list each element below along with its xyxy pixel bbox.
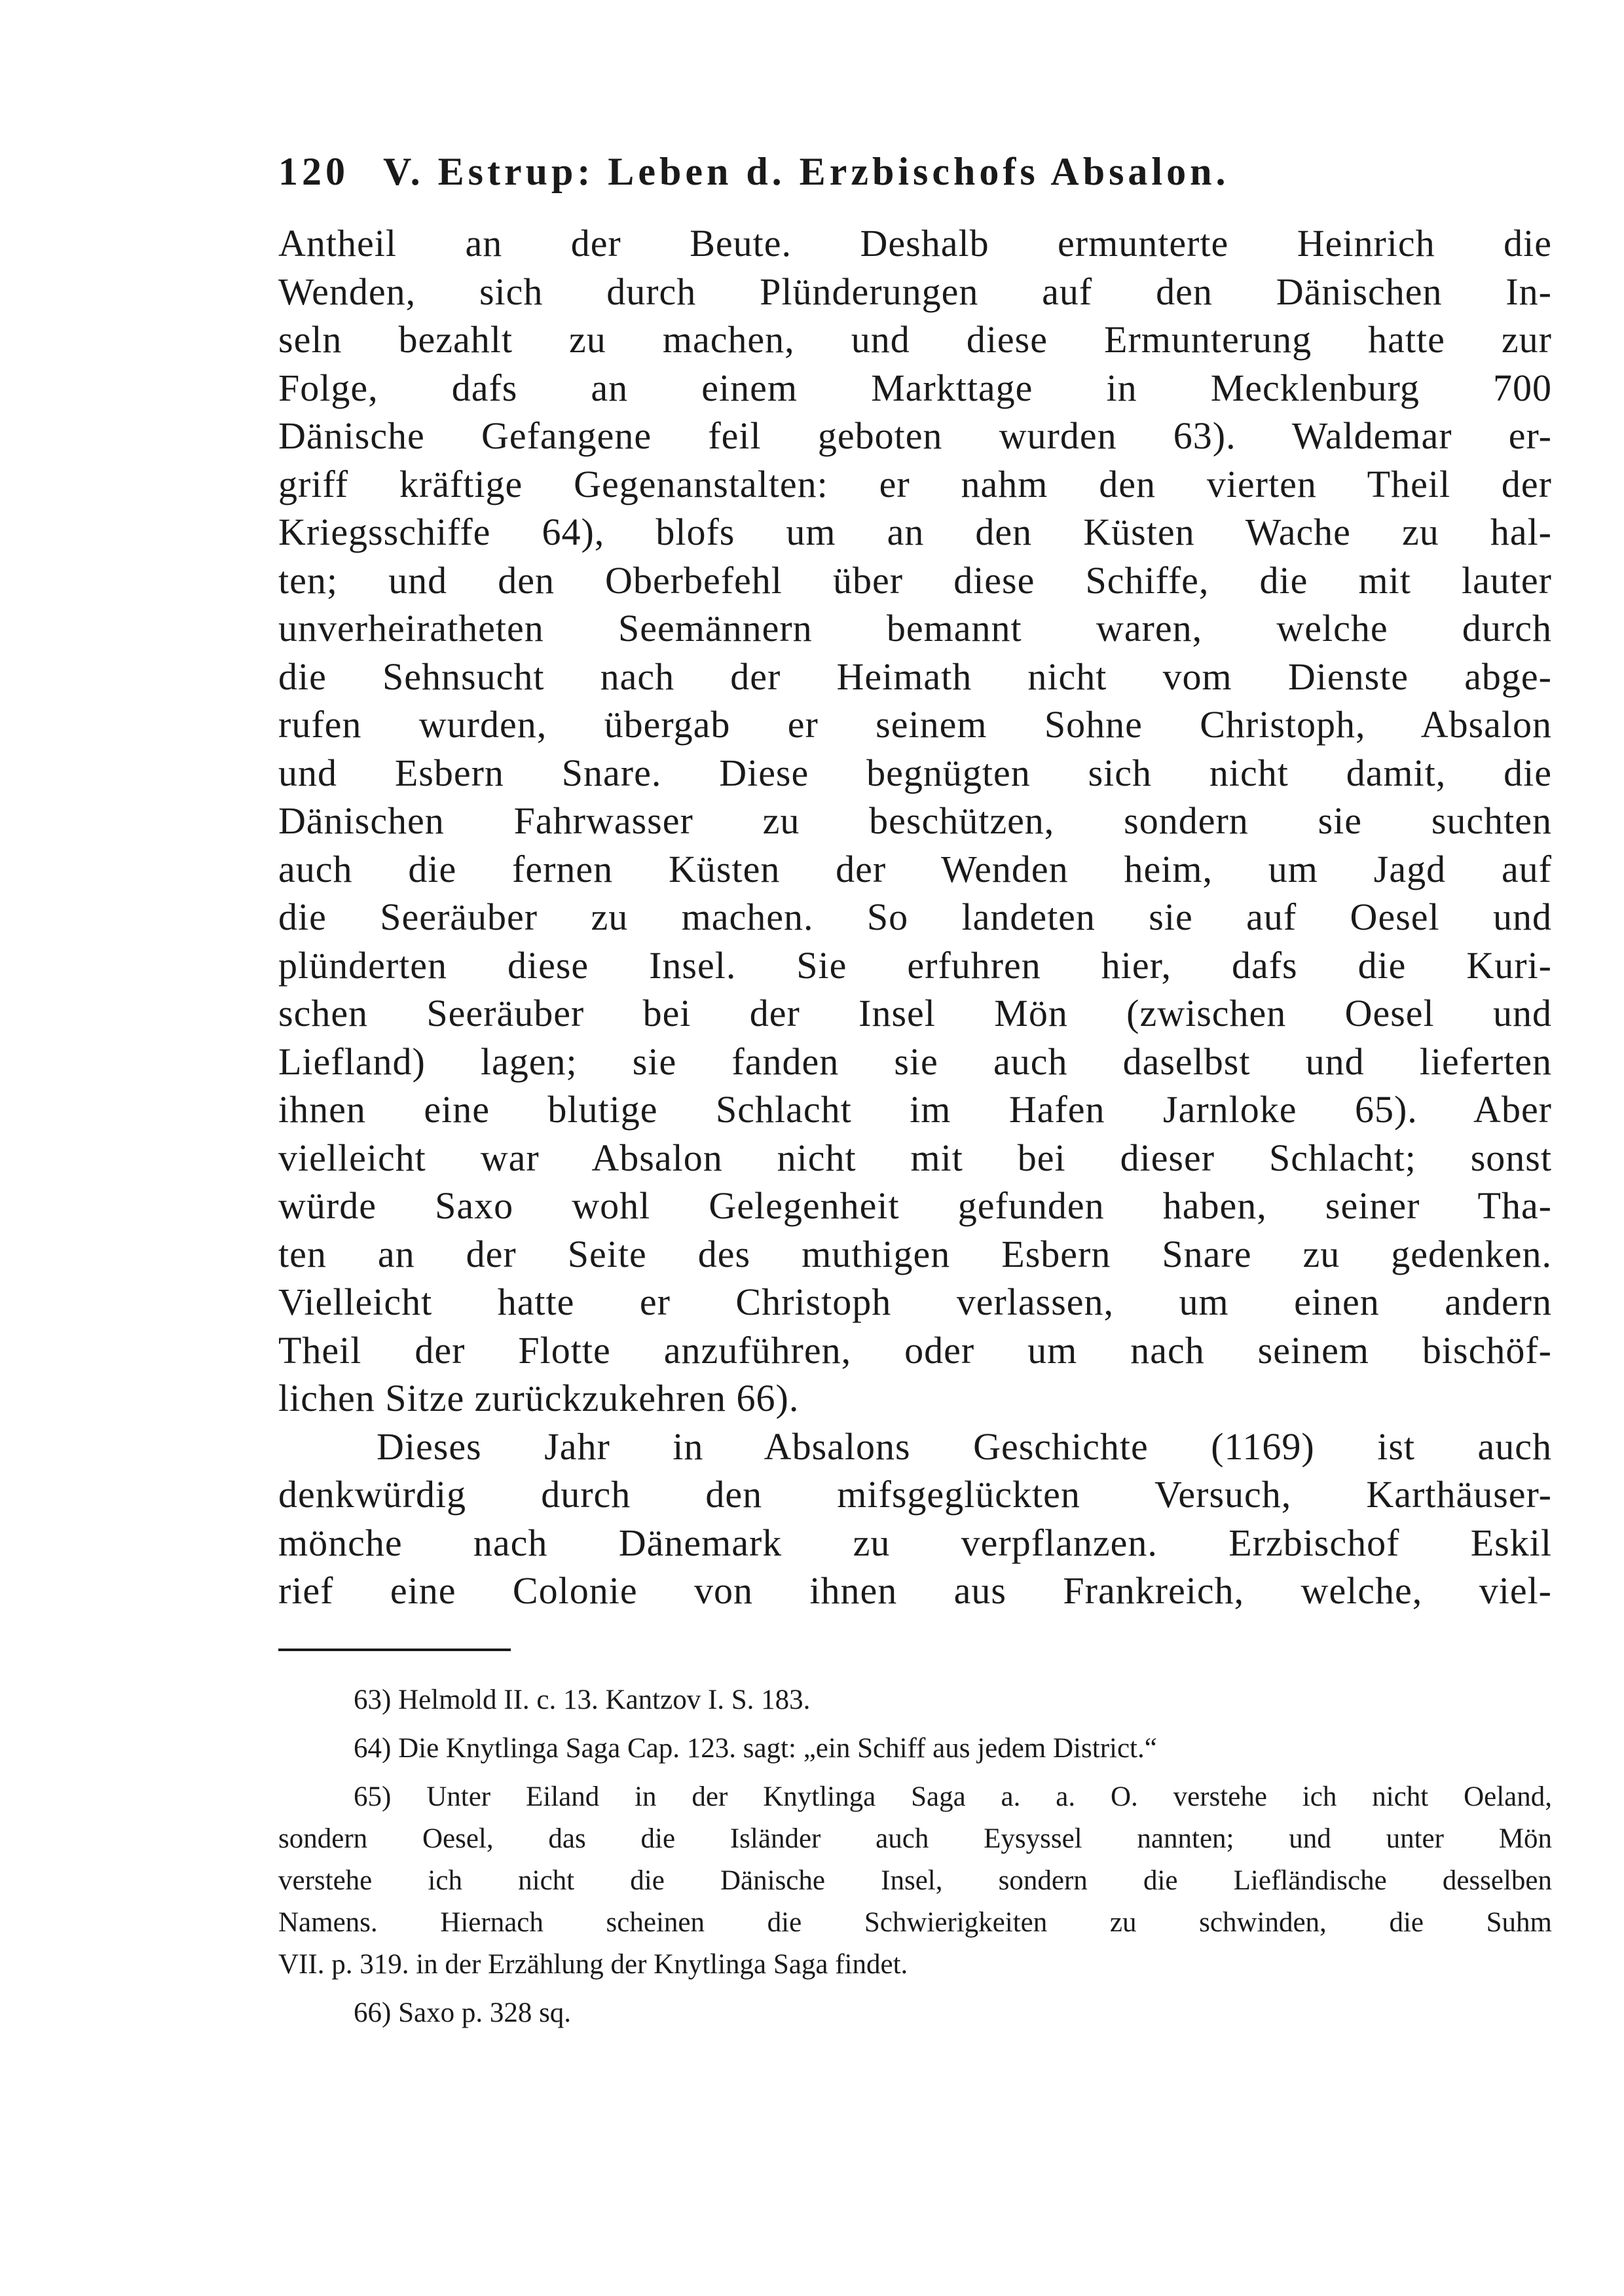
footnote-64: 64) Die Knytlinga Saga Cap. 123. sagt: „ein Schiff aus jedem District.“ xyxy=(354,1733,1157,1764)
running-title: V. Estrup: Leben d. Erzbischofs Absalon. xyxy=(383,150,1230,193)
text-line: die Seeräuber zu machen. So landeten sie auf Oesel und xyxy=(278,896,1552,938)
text-line: rufen wurden, übergab er seinem Sohne Christoph, Absalon xyxy=(278,703,1552,746)
text-line: lichen Sitze zurückzukehren 66). xyxy=(278,1377,800,1419)
text-line: Theil der Flotte anzuführen, oder um nach seinem bischöf- xyxy=(278,1328,1552,1372)
text-line: ten an der Seite des muthigen Esbern Snare zu gedenken. xyxy=(278,1232,1552,1275)
footnote-65-line: Namens. Hiernach scheinen die Schwierigkeiten zu schwinden, die Suhm xyxy=(278,1907,1552,1938)
text-line: Wenden, sich durch Plünderungen auf den Dänischen In- xyxy=(278,270,1552,313)
text-line: würde Saxo wohl Gelegenheit gefunden haben, seiner Tha- xyxy=(278,1184,1552,1227)
body-text xyxy=(278,219,1552,1615)
text-line: Dänische Gefangene feil geboten wurden 63). Waldemar er- xyxy=(278,414,1552,457)
footnote-63: 63) Helmold II. c. 13. Kantzov I. S. 183. xyxy=(354,1685,811,1715)
text-line: Dänischen Fahrwasser zu beschützen, sondern sie suchten xyxy=(278,799,1552,842)
text-line: Dieses Jahr in Absalons Geschichte (1169) ist auch xyxy=(377,1425,1552,1468)
text-line: ten; und den Oberbefehl über diese Schiffe, die mit lauter xyxy=(278,558,1552,602)
footnote-65: 65) Unter Eiland in der Knytlinga Saga a. a. O. verstehe ich nicht Oeland, xyxy=(354,1781,1552,1812)
text-line: schen Seeräuber bei der Insel Mön (zwischen Oesel und xyxy=(278,992,1552,1034)
text-line: ihnen eine blutige Schlacht im Hafen Jarnloke 65). Aber xyxy=(278,1088,1552,1131)
text-line: griff kräftige Gegenanstalten: er nahm den vierten Theil der xyxy=(278,462,1552,505)
text-line: Liefland) lagen; sie fanden sie auch daselbst und lieferten xyxy=(278,1040,1552,1083)
text-line: unverheiratheten Seemännern bemannt waren, welche durch xyxy=(278,607,1552,649)
text-line: Folge, dafs an einem Markttage in Mecklenburg 700 xyxy=(278,366,1552,409)
text-line: seln bezahlt zu machen, und diese Ermunterung hatte zur xyxy=(278,318,1552,361)
text-line: die Sehnsucht nach der Heimath nicht vom Dienste abge- xyxy=(278,655,1552,698)
footnote-66: 66) Saxo p. 328 sq. xyxy=(354,1997,572,2028)
text-line: plünderten diese Insel. Sie erfuhren hier, dafs die Kuri- xyxy=(278,943,1552,987)
text-line: vielleicht war Absalon nicht mit bei dieser Schlacht; sonst xyxy=(278,1136,1552,1179)
footnote-divider xyxy=(278,1649,511,1651)
running-header xyxy=(278,145,1552,198)
footnote-65-line: sondern Oesel, das die Isländer auch Eysyssel nannten; und unter Mön xyxy=(278,1823,1552,1854)
text-line: auch die fernen Küsten der Wenden heim, um Jagd auf xyxy=(278,847,1552,890)
page-number: 120 xyxy=(278,150,349,193)
footnotes xyxy=(278,1679,1552,2034)
text-line: Antheil an der Beute. Deshalb ermunterte Heinrich die xyxy=(278,222,1552,264)
text-line: mönche nach Dänemark zu verpflanzen. Erzbischof Eskil xyxy=(278,1521,1552,1564)
text-line: denkwürdig durch den mifsgeglückten Versuch, Karthäuser- xyxy=(278,1473,1552,1516)
text-line: Kriegsschiffe 64), blofs um an den Küsten Wache zu hal- xyxy=(278,511,1552,553)
text-line: Vielleicht hatte er Christoph verlassen, um einen andern xyxy=(278,1281,1552,1323)
footnote-65-line: verstehe ich nicht die Dänische Insel, sondern die Liefländische desselben xyxy=(278,1865,1552,1896)
text-line: und Esbern Snare. Diese begnügten sich nicht damit, die xyxy=(278,751,1552,794)
text-line: rief eine Colonie von ihnen aus Frankreich, welche, viel- xyxy=(278,1569,1552,1612)
footnote-65-line: VII. p. 319. in der Erzählung der Knytlinga Saga findet. xyxy=(278,1949,908,1980)
